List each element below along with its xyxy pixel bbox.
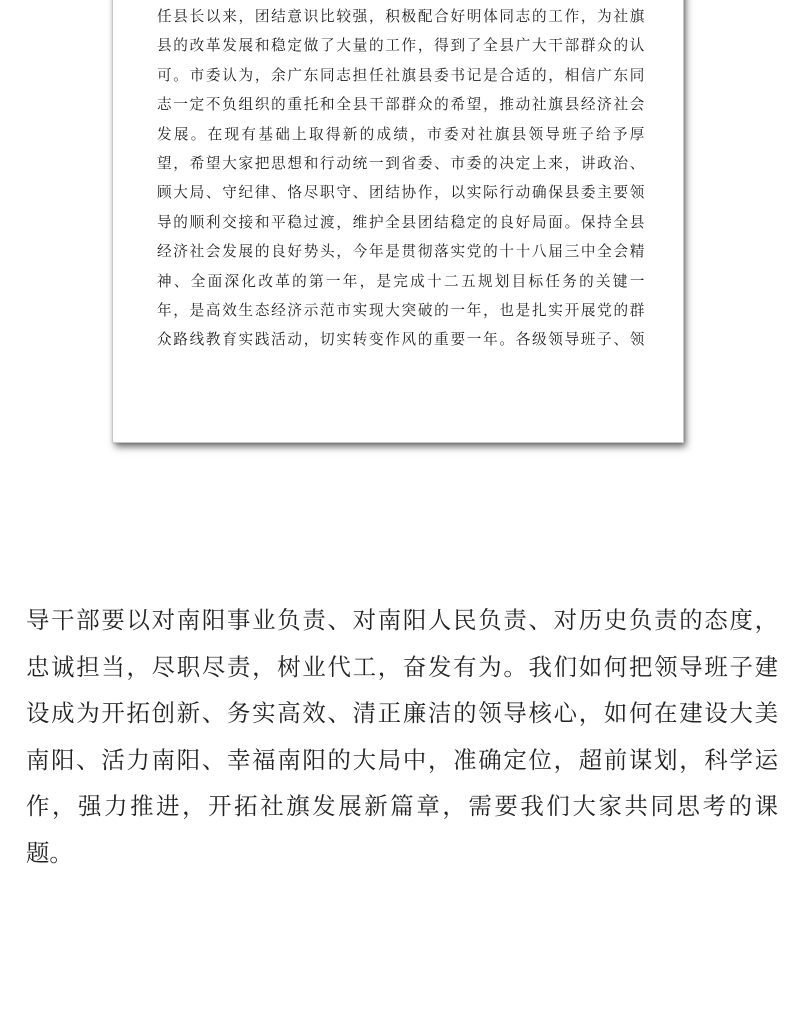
body-line: 导干部要以对南阳事业负责、对南阳人民负责、对历史负责的态度， xyxy=(26,606,778,634)
page-preview-line: 众路线教育实践活动，切实转变作风的重要一年。各级领导班子、领 xyxy=(157,331,645,349)
body-line: 南阳、活力南阳、幸福南阳的大局中，准确定位，超前谋划，科学运 xyxy=(26,745,778,774)
page-preview-line: 导的顺利交接和平稳过渡，维护全县团结稳定的良好局面。保持全县 xyxy=(157,213,645,231)
page-preview-line: 经济社会发展的良好势头，今年是贯彻落实党的十十八届三中全会精 xyxy=(157,243,645,261)
body-line: 设成为开拓创新、务实高效、清正廉洁的领导核心，如何在建设大美 xyxy=(26,699,778,728)
page-preview-line: 县的改革发展和稳定做了大量的工作，得到了全县广大干部群众的认 xyxy=(157,37,645,55)
body-line: 题。 xyxy=(26,838,73,867)
page-preview-line: 任县长以来，团结意识比较强，积极配合好明体同志的工作，为社旗 xyxy=(157,8,645,25)
page-preview-line: 顾大局、守纪律、恪尽职守、团结协作，以实际行动确保县委主要领 xyxy=(157,184,645,202)
document-page-preview xyxy=(113,0,684,443)
page-preview-line: 发展。在现有基础上取得新的成绩，市委对社旗县领导班子给予厚 xyxy=(157,125,645,143)
page-preview-line: 望，希望大家把思想和行动统一到省委、市委的决定上来，讲政治、 xyxy=(157,154,645,172)
page-preview-text xyxy=(157,2,645,355)
page-preview-line: 年，是高效生态经济示范市实现大突破的一年，也是扎实开展党的群 xyxy=(157,301,645,319)
body-paragraph xyxy=(26,597,778,877)
page-preview-line: 神、全面深化改革的第一年，是完成十二五规划目标任务的关键一 xyxy=(157,272,645,290)
body-line: 忠诚担当，尽职尽责，树业代工，奋发有为。我们如何把领导班子建 xyxy=(26,652,778,681)
body-line: 作，强力推进，开拓社旗发展新篇章，需要我们大家共同思考的课 xyxy=(26,792,778,821)
page-preview-line: 可。市委认为，余广东同志担任社旗县委书记是合适的，相信广东同 xyxy=(157,66,645,84)
page-preview-line: 志一定不负组织的重托和全县干部群众的希望，推动社旗县经济社会 xyxy=(157,96,645,114)
